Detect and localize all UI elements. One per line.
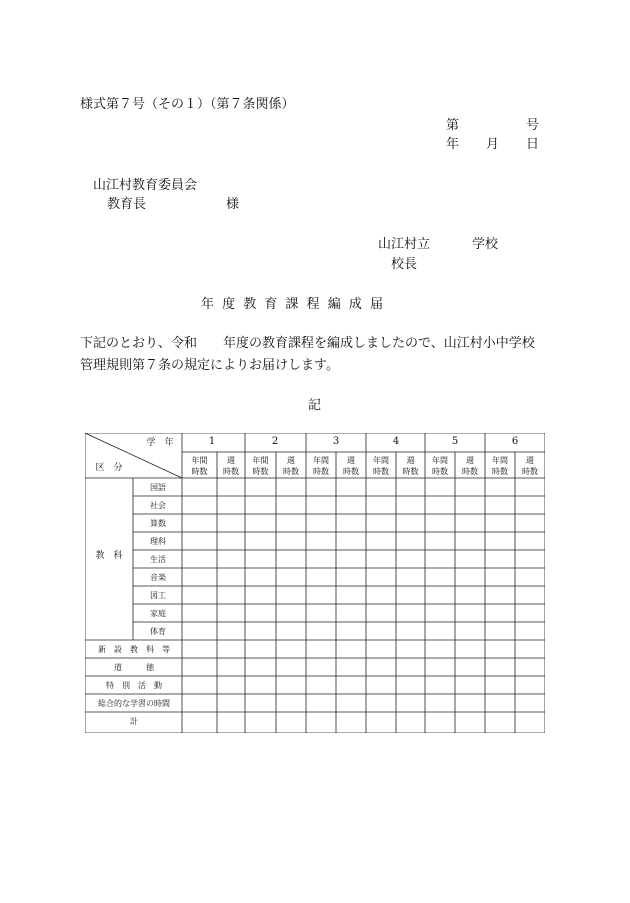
hours-cell[interactable] [183,623,216,639]
hours-cell[interactable] [486,605,514,621]
hours-cell[interactable] [307,641,335,657]
hours-cell[interactable] [277,605,305,621]
curriculum-table [85,433,545,733]
addressee-honorific: 様 [226,197,240,212]
hours-cell[interactable] [337,497,365,513]
hours-cell[interactable] [277,713,305,732]
hours-cell[interactable] [426,641,454,657]
hours-cell[interactable] [426,605,454,621]
hours-cell[interactable] [307,623,335,639]
hours-cell[interactable] [246,533,275,549]
hours-cell[interactable] [246,479,275,495]
subject-ongaku: 音楽 [150,573,166,582]
hours-cell[interactable] [183,695,216,711]
hours-cell[interactable] [397,515,424,531]
hours-cell[interactable] [397,677,424,693]
hours-cell[interactable] [516,641,544,657]
subject-kokugo: 国語 [150,483,166,492]
row-new-subjects: 新 設 教 科 等 [98,645,170,654]
hours-cell[interactable] [367,587,395,603]
hours-cell[interactable] [456,551,484,567]
hours-cell[interactable] [307,659,335,675]
hours-cell[interactable] [397,587,424,603]
hours-cell[interactable] [516,551,544,567]
hours-cell[interactable] [246,641,275,657]
hours-cell[interactable] [337,587,365,603]
hours-cell[interactable] [367,659,395,675]
sender-school-prefix: 山江村立 [378,237,431,252]
hours-cell[interactable] [486,677,514,693]
grade-6-header: 6 [511,436,519,447]
row-special-activities: 特 別 活 動 [106,681,162,690]
hours-cell[interactable] [218,515,244,531]
hours-cell[interactable] [337,623,365,639]
hours-cell[interactable] [397,533,424,549]
hours-cell[interactable] [426,533,454,549]
body-line-1: 下記のとおり、令和 年度の教育課程を編成しましたので、山江村小中学校 [80,336,535,351]
hours-cell[interactable] [397,713,424,732]
hours-cell[interactable] [277,677,305,693]
hours-cell[interactable] [456,659,484,675]
hours-cell[interactable] [183,479,216,495]
hours-cell[interactable] [246,677,275,693]
subject-seikatsu: 生活 [150,555,166,564]
hours-cell[interactable] [277,587,305,603]
hours-cell[interactable] [426,551,454,567]
hours-cell[interactable] [367,479,395,495]
hours-cell[interactable] [516,623,544,639]
hours-cell[interactable] [486,641,514,657]
hours-cell[interactable] [307,713,335,732]
hours-cell[interactable] [397,695,424,711]
hours-cell[interactable] [337,551,365,567]
hours-cell[interactable] [277,515,305,531]
hours-cell[interactable] [456,515,484,531]
hours-cell[interactable] [277,479,305,495]
hours-cell[interactable] [456,713,484,732]
hours-cell[interactable] [367,695,395,711]
hours-cell[interactable] [367,497,395,513]
hours-cell[interactable] [456,641,484,657]
hours-cell[interactable] [183,605,216,621]
grade-header-label: 学 年 [146,438,174,448]
hours-cell[interactable] [246,587,275,603]
grade-3-header: 3 [332,436,340,447]
addressee-organization: 山江村教育委員会 [93,178,198,193]
sender-school-suffix: 学校 [472,237,499,252]
hours-cell[interactable] [516,533,544,549]
category-header-label: 区 分 [95,463,123,473]
hours-cell[interactable] [486,533,514,549]
subject-zuko: 図工 [150,591,166,600]
hours-cell[interactable] [307,587,335,603]
hours-cell[interactable] [183,551,216,567]
hours-cell[interactable] [456,695,484,711]
row-integrated-study: 総合的な学習の時間 [98,699,170,708]
hours-cell[interactable] [183,587,216,603]
hours-cell[interactable] [183,515,216,531]
hours-cell[interactable] [277,533,305,549]
hours-cell[interactable] [516,497,544,513]
hours-cell[interactable] [246,605,275,621]
subject-shakai: 社会 [150,501,166,510]
hours-cell[interactable] [337,479,365,495]
hours-cell[interactable] [486,587,514,603]
hours-cell[interactable] [516,569,544,585]
annual-hours-header-grade-1: 年間 時数 [191,456,208,476]
hours-cell[interactable] [246,695,275,711]
annual-hours-header-grade-3: 年間 時数 [313,456,329,476]
hours-cell[interactable] [218,587,244,603]
weekly-hours-header-grade-2: 週 時数 [283,456,299,476]
subject-taiiku: 体育 [150,627,166,636]
hours-cell[interactable] [183,713,216,732]
subject-rika: 理科 [150,537,166,546]
hours-cell[interactable] [397,641,424,657]
hours-cell[interactable] [218,497,244,513]
weekly-hours-header-grade-4: 週 時数 [402,456,419,476]
hours-cell[interactable] [246,497,275,513]
hours-cell[interactable] [218,569,244,585]
hours-cell[interactable] [456,533,484,549]
date-day: 日 [526,137,540,152]
hours-cell[interactable] [307,605,335,621]
grade-4-header: 4 [392,436,400,447]
form-number: 様式第７号（その１）（第７条関係） [80,97,295,112]
hours-cell[interactable] [218,695,244,711]
hours-cell[interactable] [426,497,454,513]
ki-label: 記 [308,398,322,413]
hours-cell[interactable] [516,605,544,621]
hours-cell[interactable] [277,497,305,513]
hours-cell[interactable] [218,659,244,675]
hours-cell[interactable] [337,605,365,621]
hours-cell[interactable] [277,659,305,675]
hours-cell[interactable] [426,569,454,585]
hours-cell[interactable] [246,659,275,675]
document-number-prefix: 第 [446,118,460,133]
hours-cell[interactable] [183,641,216,657]
hours-cell[interactable] [516,479,544,495]
hours-cell[interactable] [307,515,335,531]
hours-cell[interactable] [218,713,244,732]
hours-cell[interactable] [426,677,454,693]
hours-cell[interactable] [277,551,305,567]
hours-cell[interactable] [218,605,244,621]
hours-cell[interactable] [307,533,335,549]
subject-sansu: 算数 [150,519,166,528]
hours-cell[interactable] [337,713,365,732]
hours-cell[interactable] [426,713,454,732]
hours-cell[interactable] [367,677,395,693]
hours-cell[interactable] [277,695,305,711]
hours-cell[interactable] [307,677,335,693]
hours-cell[interactable] [397,551,424,567]
addressee-title: 教育長 [107,197,147,212]
row-moral: 道 徳 [114,663,154,672]
hours-cell[interactable] [486,497,514,513]
hours-cell[interactable] [426,695,454,711]
hours-cell[interactable] [367,641,395,657]
weekly-hours-header-grade-5: 週 時数 [462,456,478,476]
hours-cell[interactable] [426,623,454,639]
hours-cell[interactable] [246,713,275,732]
hours-cell[interactable] [426,587,454,603]
hours-cell[interactable] [337,533,365,549]
hours-cell[interactable] [246,623,275,639]
hours-cell[interactable] [367,623,395,639]
hours-cell[interactable] [246,569,275,585]
hours-cell[interactable] [337,659,365,675]
hours-cell[interactable] [486,479,514,495]
hours-cell[interactable] [516,695,544,711]
hours-cell[interactable] [456,623,484,639]
grade-5-header: 5 [451,436,459,447]
document-number-suffix: 号 [526,118,540,133]
hours-cell[interactable] [367,569,395,585]
hours-cell[interactable] [367,605,395,621]
hours-cell[interactable] [277,569,305,585]
hours-cell[interactable] [397,605,424,621]
hours-cell[interactable] [337,515,365,531]
hours-cell[interactable] [307,695,335,711]
hours-cell[interactable] [307,569,335,585]
hours-cell[interactable] [486,623,514,639]
date-month: 月 [486,137,500,152]
hours-cell[interactable] [456,605,484,621]
body-line-2: 管理規則第７条の規定によりお届けします。 [80,358,339,373]
document-heading: 年 度 教 育 課 程 編 成 届 [201,297,384,312]
hours-cell[interactable] [183,659,216,675]
grade-2-header: 2 [271,436,279,447]
hours-cell[interactable] [426,479,454,495]
hours-cell[interactable] [486,713,514,732]
hours-cell[interactable] [367,533,395,549]
hours-cell[interactable] [183,569,216,585]
weekly-hours-header-grade-1: 週 時数 [223,456,239,476]
hours-cell[interactable] [307,551,335,567]
hours-cell[interactable] [218,533,244,549]
hours-cell[interactable] [516,713,544,732]
hours-cell[interactable] [218,479,244,495]
hours-cell[interactable] [456,569,484,585]
grade-1-header: 1 [208,436,216,447]
hours-cell[interactable] [516,587,544,603]
hours-cell[interactable] [183,497,216,513]
hours-cell[interactable] [516,677,544,693]
hours-cell[interactable] [397,479,424,495]
hours-cell[interactable] [277,623,305,639]
hours-cell[interactable] [307,479,335,495]
hours-cell[interactable] [337,677,365,693]
hours-cell[interactable] [486,569,514,585]
sender-title: 校長 [391,257,418,272]
hours-cell[interactable] [218,623,244,639]
hours-cell[interactable] [486,659,514,675]
hours-cell[interactable] [456,497,484,513]
hours-cell[interactable] [426,659,454,675]
hours-cell[interactable] [486,551,514,567]
hours-cell[interactable] [426,515,454,531]
hours-cell[interactable] [183,677,216,693]
subject-group-label: 教 科 [95,551,123,561]
hours-cell[interactable] [397,569,424,585]
hours-cell[interactable] [397,497,424,513]
hours-cell[interactable] [486,695,514,711]
hours-cell[interactable] [218,641,244,657]
hours-cell[interactable] [367,551,395,567]
hours-cell[interactable] [218,677,244,693]
hours-cell[interactable] [337,695,365,711]
hours-cell[interactable] [218,551,244,567]
hours-cell[interactable] [516,515,544,531]
annual-hours-header-grade-5: 年間 時数 [432,456,448,476]
hours-cell[interactable] [183,533,216,549]
annual-hours-header-grade-4: 年間 時数 [373,456,389,476]
weekly-hours-header-grade-3: 週 時数 [343,456,359,476]
hours-cell[interactable] [367,515,395,531]
subject-katei: 家庭 [150,609,166,618]
annual-hours-header-grade-2: 年間 時数 [252,456,269,476]
hours-cell[interactable] [486,515,514,531]
weekly-hours-header-grade-6: 週 時数 [522,456,538,476]
annual-hours-header-grade-6: 年間 時数 [492,456,508,476]
hours-cell[interactable] [337,569,365,585]
hours-cell[interactable] [456,479,484,495]
hours-cell[interactable] [456,677,484,693]
hours-cell[interactable] [246,551,275,567]
hours-cell[interactable] [246,515,275,531]
hours-cell[interactable] [397,659,424,675]
hours-cell[interactable] [456,587,484,603]
hours-cell[interactable] [367,713,395,732]
hours-cell[interactable] [277,641,305,657]
hours-cell[interactable] [337,641,365,657]
hours-cell[interactable] [307,497,335,513]
hours-cell[interactable] [397,623,424,639]
row-total: 計 [130,717,138,726]
date-year: 年 [446,137,460,152]
hours-cell[interactable] [516,659,544,675]
